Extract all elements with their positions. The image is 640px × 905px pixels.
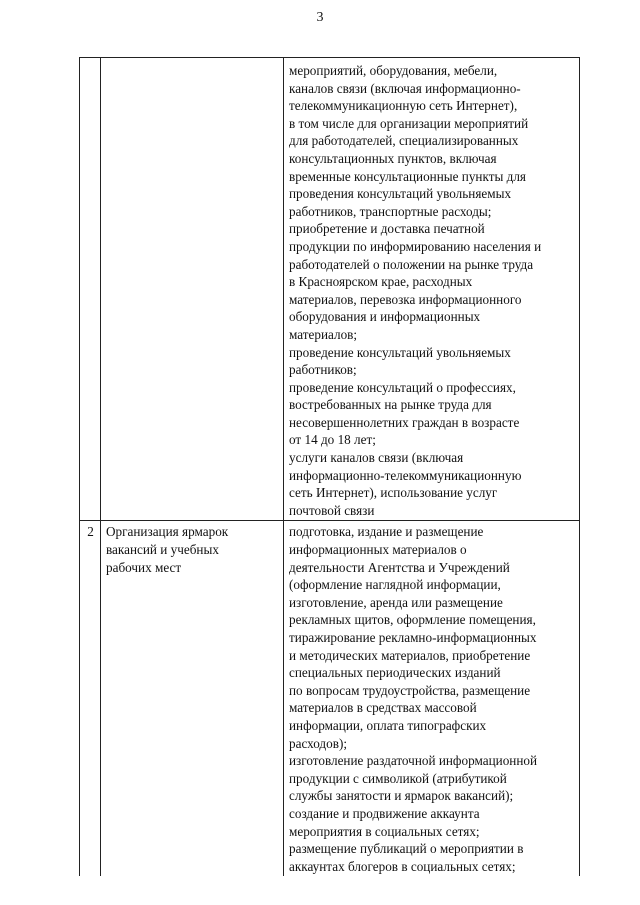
description-line: проведение консультаций увольняемых xyxy=(289,344,511,360)
description-line: изготовление, аренда или размещение xyxy=(289,594,503,610)
description-line: деятельности Агентства и Учреждений xyxy=(289,559,510,575)
activity-name-line: вакансий и учебных xyxy=(106,542,219,558)
description-line: материалов, перевозка информационного xyxy=(289,291,522,307)
description-line: материалов в средствах массовой xyxy=(289,700,477,716)
description-line: информационных материалов о xyxy=(289,542,467,558)
description-line: мероприятия в социальных сетях; xyxy=(289,823,480,839)
description-line: оборудования и информационных xyxy=(289,309,481,325)
description-line: работников, транспортные расходы; xyxy=(289,203,492,219)
description-line: рекламных щитов, оформление помещения, xyxy=(289,612,536,628)
description-line: расходов); xyxy=(289,735,348,751)
description-line: аккаунтах блогеров в социальных сетях; xyxy=(289,858,516,874)
page-number: 3 xyxy=(316,10,324,25)
description-line: каналов связи (включая информационно- xyxy=(289,80,521,96)
description-line: работодателей о положении на рынке труда xyxy=(289,256,534,272)
activities-table xyxy=(79,57,580,876)
description-line: консультационных пунктов, включая xyxy=(289,150,497,166)
description-line: приобретение и доставка печатной xyxy=(289,221,485,237)
description-line: продукции по информированию населения и xyxy=(289,238,542,254)
description-line: специальных периодических изданий xyxy=(289,665,501,681)
table-row xyxy=(80,58,580,521)
activity-name-line: Организация ярмарок xyxy=(106,524,229,540)
row-number-cell: 2 xyxy=(80,521,101,876)
activity-name-cell xyxy=(101,58,284,521)
description-line: для работодателей, специализированных xyxy=(289,133,519,149)
description-line: телекоммуникационную сеть Интернет), xyxy=(289,98,518,114)
description-line: работников; xyxy=(289,362,357,378)
description-line: в том числе для организации мероприятий xyxy=(289,115,529,131)
description-line: информации, оплата типографских xyxy=(289,717,487,733)
description-line: подготовка, издание и размещение xyxy=(289,524,484,540)
description-line: размещение публикаций о мероприятии в xyxy=(289,841,524,857)
description-line: изготовление раздаточной информационной xyxy=(289,753,538,769)
description-line: проведения консультаций увольняемых xyxy=(289,186,512,202)
description-line: тиражирование рекламно-информационных xyxy=(289,630,537,645)
description-line: по вопросам трудоустройства, размещение xyxy=(289,682,531,698)
expense-description-cell xyxy=(284,521,580,876)
description-line: мероприятий, оборудования, мебели, xyxy=(289,63,498,78)
activity-name-cell xyxy=(101,521,284,876)
description-line: временные консультационные пункты для xyxy=(289,168,526,184)
description-line: сеть Интернет), использование услуг xyxy=(289,485,498,501)
description-line: услуги каналов связи (включая xyxy=(289,450,464,466)
description-line: и методических материалов, приобретение xyxy=(289,647,531,663)
description-line: от 14 до 18 лет; xyxy=(289,432,376,448)
description-line: продукции с символикой (атрибутикой xyxy=(289,770,507,786)
description-line: востребованных на рынке труда для xyxy=(289,397,492,413)
description-line: информационно-телекоммуникационную xyxy=(289,467,522,483)
description-line: в Красноярском крае, расходных xyxy=(289,274,473,290)
table-row xyxy=(80,521,580,876)
description-line: (оформление наглядной информации, xyxy=(289,577,501,593)
description-line: почтовой связи xyxy=(289,502,375,518)
activity-name-line: рабочих мест xyxy=(106,559,182,575)
description-line: службы занятости и ярмарок вакансий); xyxy=(289,788,514,804)
description-line: проведение консультаций о профессиях, xyxy=(289,379,516,395)
description-line: несовершеннолетних граждан в возрасте xyxy=(289,414,520,430)
description-line: материалов; xyxy=(289,326,358,342)
description-line: создание и продвижение аккаунта xyxy=(289,805,480,821)
row-number-cell xyxy=(80,58,101,521)
expense-description-cell xyxy=(284,58,580,521)
